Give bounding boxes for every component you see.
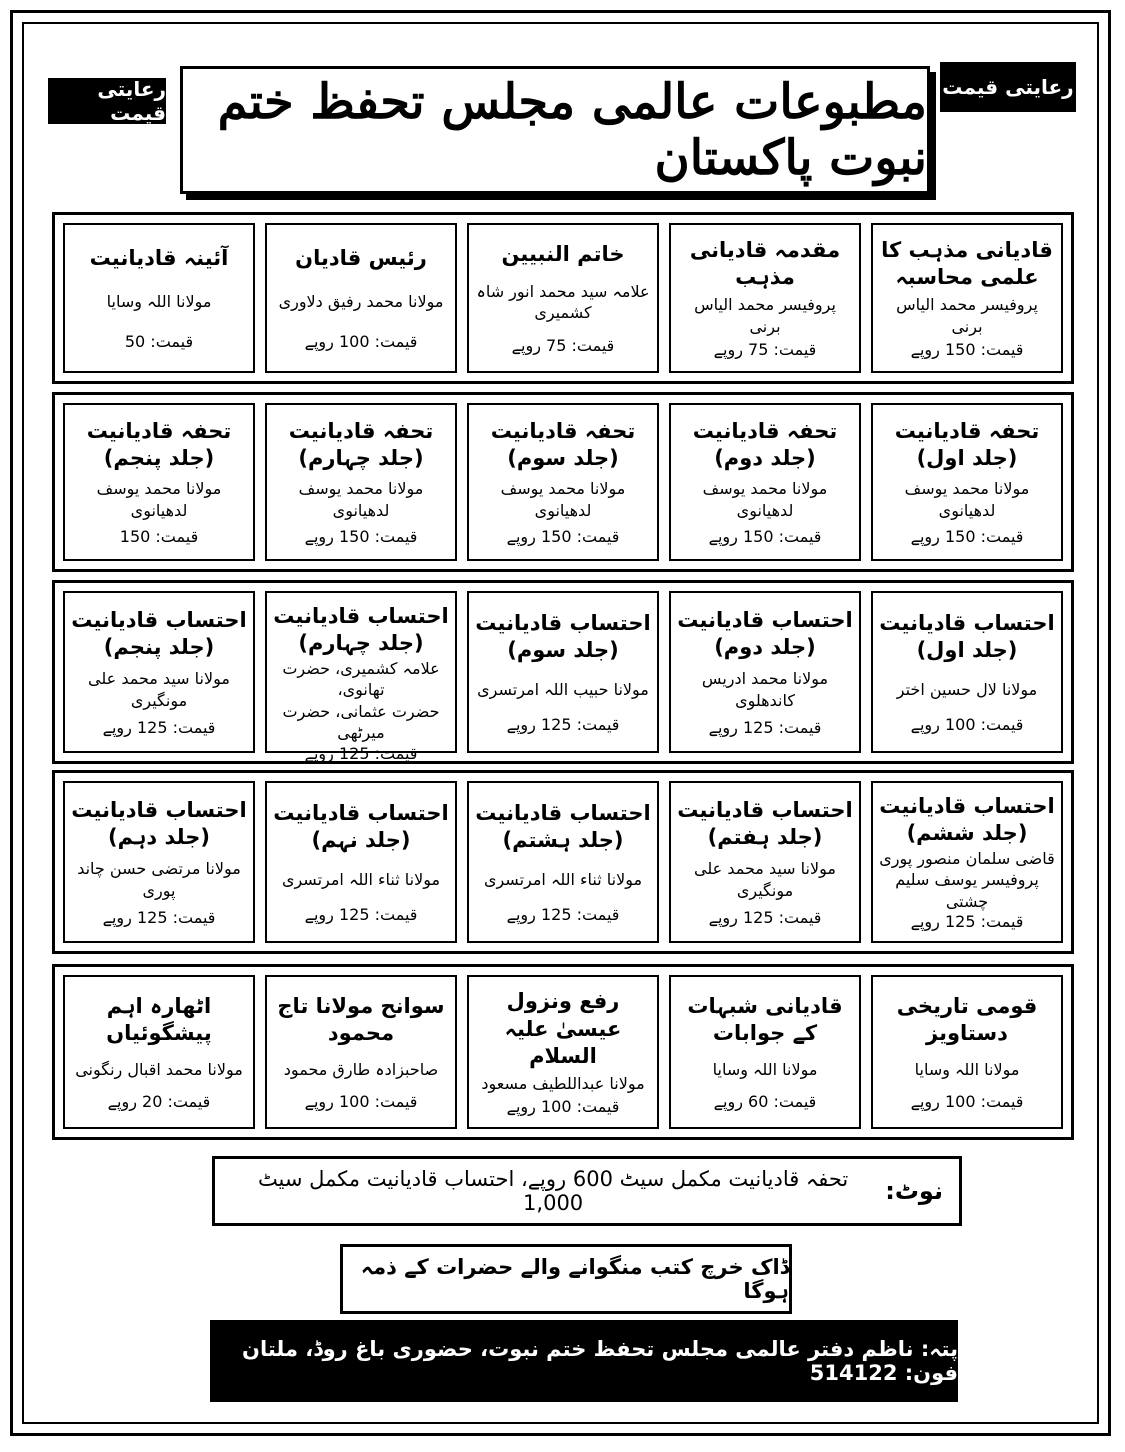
book-card (63, 975, 255, 1129)
book-price: قیمت: 150 روپے (910, 527, 1024, 547)
book-price: قیمت: 75 روپے (511, 335, 615, 355)
book-title: سوانح مولانا تاج محمود (277, 993, 445, 1046)
book-price: قیمت: 100 روپے (910, 714, 1024, 734)
book-title: رفع ونزول عیسیٰ علیہ السلام (504, 989, 622, 1068)
discount-badge-right: رعایتی قیمت (940, 62, 1076, 112)
book-title: قادیانی مذہب کا علمی محاسبہ (881, 237, 1053, 289)
book-price: قیمت: 150 (119, 527, 199, 547)
book-title: تحفہ قادیانیت (جلد چہارم) (288, 418, 434, 471)
book-title: قومی تاریخی دستاویز (896, 993, 1038, 1046)
note-label: نوٹ: (885, 1177, 943, 1205)
book-price: قیمت: 125 روپے (102, 908, 216, 928)
book-author: مولانا اللہ وسایا (712, 1059, 818, 1079)
book-title: احتساب قادیانیت (جلد پنجم) (71, 607, 247, 659)
book-price: قیمت: 20 روپے (107, 1092, 211, 1112)
book-card (669, 403, 861, 561)
book-title: احتساب قادیانیت (جلد ہفتم) (677, 797, 853, 849)
book-author: مولانا محمد یوسف لدھیانوی (702, 479, 828, 520)
book-title: آئینہ قادیانیت (89, 245, 229, 270)
book-card (669, 223, 861, 373)
book-title: تحفہ قادیانیت (جلد دوم) (692, 418, 838, 471)
book-title: احتساب قادیانیت (جلد ششم) (879, 794, 1055, 846)
book-price: قیمت: 100 روپے (910, 1092, 1024, 1112)
book-price: قیمت: 125 روپے (102, 718, 216, 738)
book-price: قیمت: 150 روپے (304, 527, 418, 547)
title-banner (180, 66, 930, 194)
book-card (265, 403, 457, 561)
book-title: احتساب قادیانیت (جلد چہارم) (273, 604, 449, 656)
book-author: مولانا حبیب اللہ امرتسری (477, 679, 649, 699)
book-price: قیمت: 100 روپے (506, 1096, 620, 1116)
book-price: قیمت: 125 روپے (506, 714, 620, 734)
book-title: احتساب قادیانیت (جلد سوم) (475, 611, 651, 663)
book-price: قیمت: 150 روپے (910, 340, 1024, 360)
book-price: قیمت: 125 روپے (910, 912, 1024, 932)
book-card (63, 223, 255, 373)
book-author: مولانا اللہ وسایا (106, 292, 212, 312)
book-card (265, 781, 457, 943)
book-card (63, 591, 255, 753)
book-author: مولانا مرتضی حسن چاند پوری (77, 859, 241, 900)
book-author: مولانا محمد یوسف لدھیانوی (904, 479, 1030, 520)
book-card (467, 975, 659, 1129)
book-author: مولانا محمد ادریس کاندھلوی (701, 669, 829, 710)
book-price: قیمت: 125 روپے (304, 904, 418, 924)
book-author: مولانا عبداللطیف مسعود (481, 1073, 645, 1093)
book-card (467, 223, 659, 373)
book-author: مولانا محمد یوسف لدھیانوی (298, 479, 424, 520)
book-card (871, 403, 1063, 561)
book-section-4 (52, 770, 1074, 954)
book-card (265, 975, 457, 1129)
book-author: صاحبزادہ طارق محمود (283, 1059, 439, 1079)
book-card (265, 223, 457, 373)
book-card (669, 975, 861, 1129)
book-author: علامہ سید محمد انور شاہ کشمیری (476, 281, 650, 323)
book-author: مولانا ثناء اللہ امرتسری (281, 869, 441, 889)
book-title: احتساب قادیانیت (جلد نہم) (273, 801, 449, 853)
book-author: پروفیسر محمد الیاس برنی (694, 295, 836, 336)
book-section-3 (52, 580, 1074, 764)
book-price: قیمت: 150 روپے (708, 527, 822, 547)
book-title: مقدمہ قادیانی مذہب (689, 237, 841, 289)
book-title: تحفہ قادیانیت (جلد سوم) (490, 418, 636, 471)
book-title: تحفہ قادیانیت (جلد پنجم) (86, 418, 232, 471)
book-price: قیمت: 125 روپے (304, 743, 418, 763)
book-card (265, 591, 457, 763)
book-section-5 (52, 964, 1074, 1140)
book-author: مولانا لال حسین اختر (896, 679, 1038, 699)
note-text: تحفہ قادیانیت مکمل سیٹ 600 روپے، احتساب قادیانیت مکمل سیٹ 1,000 (257, 1167, 849, 1215)
book-card (871, 591, 1063, 753)
book-price: قیمت: 60 روپے (713, 1092, 817, 1112)
book-card (467, 403, 659, 561)
contact-address: پتہ: ناظم دفتر عالمی مجلس تحفظ ختم نبوت، حضوری باغ روڈ، ملتان فون: 514122 (210, 1320, 958, 1402)
book-author: مولانا ثناء اللہ امرتسری (483, 869, 643, 889)
book-card (467, 591, 659, 753)
book-card (669, 591, 861, 753)
book-title: احتساب قادیانیت (جلد ہشتم) (475, 801, 651, 853)
book-card (63, 781, 255, 943)
book-author: پروفیسر محمد الیاس برنی (896, 295, 1038, 336)
book-card (63, 403, 255, 561)
book-card (871, 223, 1063, 373)
book-card (871, 975, 1063, 1129)
book-author: مولانا اللہ وسایا (914, 1059, 1020, 1079)
book-title: خاتم النبیین (501, 242, 625, 267)
book-price: قیمت: 150 روپے (506, 527, 620, 547)
book-title: رئیس قادیان (295, 245, 427, 270)
book-title: احتساب قادیانیت (جلد دہم) (71, 797, 247, 849)
book-section-2 (52, 392, 1074, 572)
book-author: مولانا محمد اقبال رنگونی (75, 1059, 243, 1079)
book-card (467, 781, 659, 943)
book-author: مولانا سید محمد علی مونگیری (694, 859, 836, 900)
book-author: مولانا محمد یوسف لدھیانوی (500, 479, 626, 520)
book-price: قیمت: 50 (124, 332, 194, 352)
book-author: مولانا محمد یوسف لدھیانوی (96, 479, 222, 520)
book-price: قیمت: 100 روپے (304, 332, 418, 352)
set-price-note (212, 1156, 962, 1226)
book-title: تحفہ قادیانیت (جلد اول) (894, 418, 1040, 471)
book-price: قیمت: 75 روپے (713, 340, 817, 360)
book-title: احتساب قادیانیت (جلد دوم) (677, 607, 853, 659)
postage-note: ڈاک خرچ کتب منگوانے والے حضرات کے ذمہ ہوگا (340, 1244, 792, 1314)
book-author: علامہ کشمیری، حضرت تھانوی، حضرت عثمانی، حضرت میرٹھی (282, 658, 440, 743)
book-title: احتساب قادیانیت (جلد اول) (879, 611, 1055, 663)
discount-badge-left: رعایتی قیمت (48, 78, 166, 124)
book-author: مولانا سید محمد علی مونگیری (88, 669, 230, 710)
book-title: قادیانی شبہات کے جوابات (687, 993, 843, 1046)
book-price: قیمت: 125 روپے (506, 904, 620, 924)
book-card (871, 781, 1063, 943)
page-title: مطبوعات عالمی مجلس تحفظ ختم نبوت پاکستان (217, 74, 927, 186)
book-price: قیمت: 125 روپے (708, 908, 822, 928)
book-price: قیمت: 125 روپے (708, 718, 822, 738)
book-author: مولانا محمد رفیق دلاوری (278, 292, 444, 312)
book-card (669, 781, 861, 943)
book-author: قاضی سلمان منصور پوری پروفیسر یوسف سلیم چشتی (879, 848, 1055, 911)
book-price: قیمت: 100 روپے (304, 1092, 418, 1112)
book-title: اٹھارہ اہم پیشگوئیاں (106, 993, 212, 1046)
book-section-1 (52, 212, 1074, 384)
